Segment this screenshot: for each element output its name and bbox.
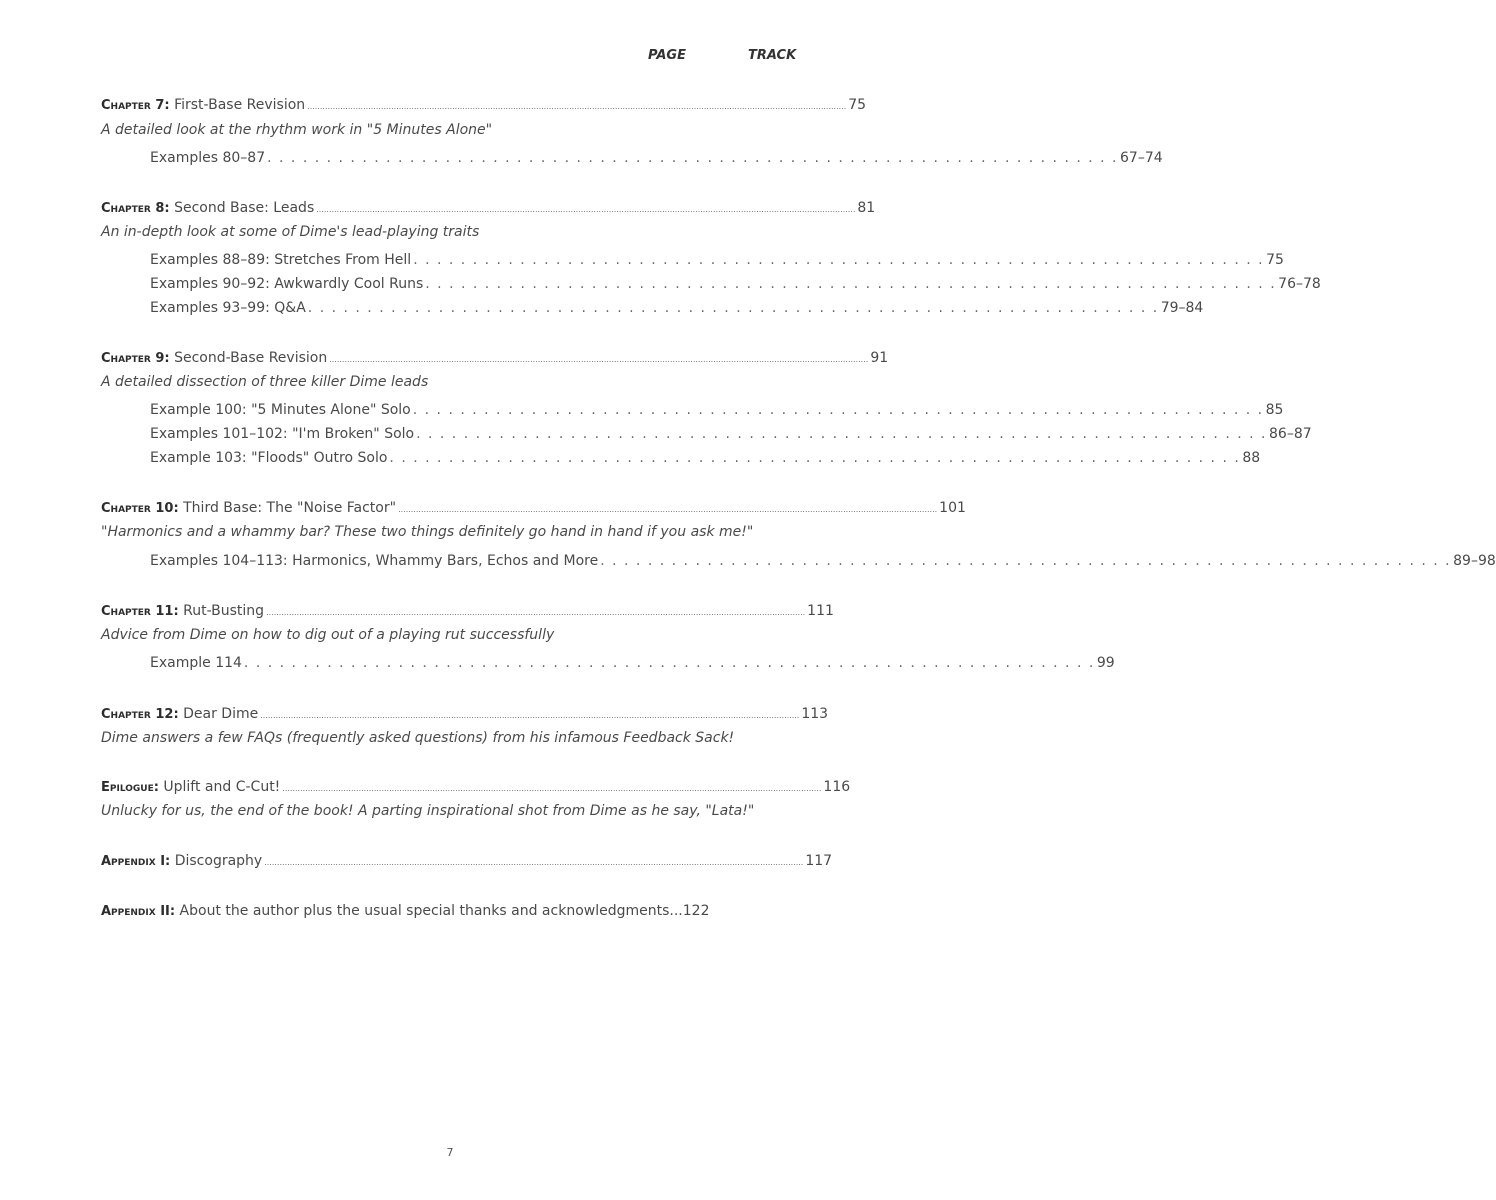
entry-title: Uplift and C-Cut! — [163, 779, 281, 795]
example-entry — [150, 149, 1163, 167]
dot-leader: . . . . . . . . . . . . . . . . . . . . . . . . . . . . . . . . . . . . . . . . . . . . . . . . . . . . . . . . . . . . . . . . . . . . . . . . — [243, 655, 1095, 671]
example-entry — [150, 654, 1115, 672]
entry-title: Second Base: Leads — [174, 200, 315, 216]
toc-entry-chapter-12 — [101, 705, 829, 725]
dot-leader: .................................................................................................................................................................................................................... — [282, 784, 822, 793]
entry-title: Dear Dime — [183, 706, 259, 722]
example-entry — [150, 299, 1204, 317]
entry-description: An in-depth look at some of Dime's lead-playing traits — [101, 224, 480, 240]
entry-description: A detailed look at the rhythm work in "5 Minutes Alone" — [101, 122, 493, 138]
dot-leader: . . . . . . . . . . . . . . . . . . . . . . . . . . . . . . . . . . . . . . . . . . . . . . . . . . . . . . . . . . . . . . . . . . . . . . . . — [267, 150, 1119, 166]
example-label: Examples 93–99: Q&A — [150, 300, 306, 316]
toc-entry-chapter-8 — [101, 199, 876, 219]
dot-leader: .................................................................................................................................................................................................................... — [398, 505, 938, 514]
example-track: 75 — [1266, 252, 1284, 268]
entry-kind: Appendix II: — [101, 904, 176, 919]
toc-entry-chapter-9 — [101, 349, 889, 369]
example-entry — [150, 275, 1321, 293]
dot-leader: .................................................................................................................................................................................................................... — [264, 858, 804, 867]
entry-title: First-Base Revision — [174, 97, 306, 113]
entry-kind: Chapter 11: — [101, 604, 179, 619]
example-track: 67–74 — [1120, 150, 1163, 166]
toc-entry-appendix-1 — [101, 852, 833, 872]
dot-leader: . . . . . . . . . . . . . . . . . . . . . . . . . . . . . . . . . . . . . . . . . . . . . . . . . . . . . . . . . . . . . . . . . . . . . . . . — [389, 450, 1241, 466]
example-label: Examples 90–92: Awkwardly Cool Runs — [150, 276, 424, 292]
example-entry — [150, 425, 1312, 443]
entry-kind: Appendix I: — [101, 854, 171, 869]
entry-kind: Epilogue: — [101, 780, 159, 795]
entry-page: 117 — [805, 853, 833, 869]
entry-page: 113 — [801, 706, 829, 722]
example-track: 76–78 — [1278, 276, 1321, 292]
example-track: 79–84 — [1160, 300, 1204, 316]
entry-title: Rut-Busting — [183, 603, 265, 619]
toc-entry-epilogue — [101, 778, 851, 798]
dot-leader: . . . . . . . . . . . . . . . . . . . . . . . . . . . . . . . . . . . . . . . . . . . . . . . . . . . . . . . . . . . . . . . . . . . . . . . . — [425, 276, 1277, 292]
entry-title: Third Base: The "Noise Factor" — [183, 500, 397, 516]
example-entry — [150, 401, 1284, 419]
example-track: 85 — [1265, 402, 1284, 418]
example-label: Example 100: "5 Minutes Alone" Solo — [150, 402, 411, 418]
entry-kind: Chapter 8: — [101, 201, 170, 216]
dot-leader: . . . . . . . . . . . . . . . . . . . . . . . . . . . . . . . . . . . . . . . . . . . . . . . . . . . . . . . . . . . . . . . . . . . . . . . . — [416, 426, 1267, 442]
dot-leader: .................................................................................................................................................................................................................... — [260, 711, 800, 720]
entry-page: 75 — [848, 97, 867, 113]
example-entry — [150, 552, 1496, 570]
example-track: 99 — [1096, 655, 1115, 671]
dot-leader: .................................................................................................................................................................................................................... — [329, 355, 869, 364]
entry-page: 116 — [823, 779, 851, 795]
track-column-header: TRACK — [748, 48, 797, 63]
entry-title: Second-Base Revision — [174, 350, 328, 366]
entry-page: 91 — [870, 350, 889, 366]
example-label: Examples 80–87 — [150, 150, 266, 166]
example-label: Examples 101–102: "I'm Broken" Solo — [150, 426, 415, 442]
page-number: 7 — [446, 1146, 454, 1159]
entry-description: A detailed dissection of three killer Dime leads — [101, 374, 429, 390]
example-track: 89–98 — [1453, 553, 1496, 569]
toc-entry-appendix-2 — [101, 902, 710, 921]
entry-description: Advice from Dime on how to dig out of a playing rut successfully — [101, 627, 555, 643]
example-label: Examples 88–89: Stretches From Hell — [150, 252, 412, 268]
dot-leader: . . . . . . . . . . . . . . . . . . . . . . . . . . . . . . . . . . . . . . . . . . . . . . . . . . . . . . . . . . . . . . . . . . . . . . . . — [600, 553, 1452, 569]
toc-entry-chapter-11 — [101, 602, 834, 622]
example-track: 86–87 — [1269, 426, 1312, 442]
dot-leader: . . . . . . . . . . . . . . . . . . . . . . . . . . . . . . . . . . . . . . . . . . . . . . . . . . . . . . . . . . . . . . . . . . . . . . . . — [307, 300, 1159, 316]
entry-page: 81 — [857, 200, 876, 216]
dot-leader: .................................................................................................................................................................................................................... — [266, 608, 806, 617]
entry-title: About the author plus the usual special thanks and acknowledgments... — [179, 903, 683, 919]
dot-leader: .................................................................................................................................................................................................................... — [316, 205, 856, 214]
page-column-header: PAGE — [648, 48, 686, 63]
example-entry — [150, 251, 1284, 269]
entry-description: Unlucky for us, the end of the book! A parting inspirational shot from Dime as he say, "Lata!" — [101, 803, 755, 819]
toc-entry-chapter-7 — [101, 96, 867, 116]
dot-leader: . . . . . . . . . . . . . . . . . . . . . . . . . . . . . . . . . . . . . . . . . . . . . . . . . . . . . . . . . . . . . . . . . . . . . . . . — [413, 252, 1265, 268]
dot-leader: . . . . . . . . . . . . . . . . . . . . . . . . . . . . . . . . . . . . . . . . . . . . . . . . . . . . . . . . . . . . . . . . . . . . . . . . — [412, 402, 1264, 418]
entry-page: 122 — [682, 903, 710, 919]
toc-entry-chapter-10 — [101, 499, 966, 519]
entry-kind: Chapter 7: — [101, 98, 170, 113]
entry-kind: Chapter 9: — [101, 351, 170, 366]
example-entry — [150, 449, 1261, 467]
entry-description: Dime answers a few FAQs (frequently asked questions) from his infamous Feedback Sack! — [101, 730, 735, 746]
example-label: Example 103: "Floods" Outro Solo — [150, 450, 388, 466]
entry-page: 111 — [807, 603, 834, 619]
example-label: Examples 104–113: Harmonics, Whammy Bars, Echos and More — [150, 553, 599, 569]
example-label: Example 114 — [150, 655, 242, 671]
entry-page: 101 — [939, 500, 966, 516]
entry-kind: Chapter 12: — [101, 707, 179, 722]
example-track: 88 — [1242, 450, 1261, 466]
entry-kind: Chapter 10: — [101, 501, 179, 516]
entry-description: "Harmonics and a whammy bar? These two things definitely go hand in hand if you ask me!" — [101, 524, 754, 540]
dot-leader: .................................................................................................................................................................................................................... — [307, 102, 847, 111]
entry-title: Discography — [174, 853, 263, 869]
